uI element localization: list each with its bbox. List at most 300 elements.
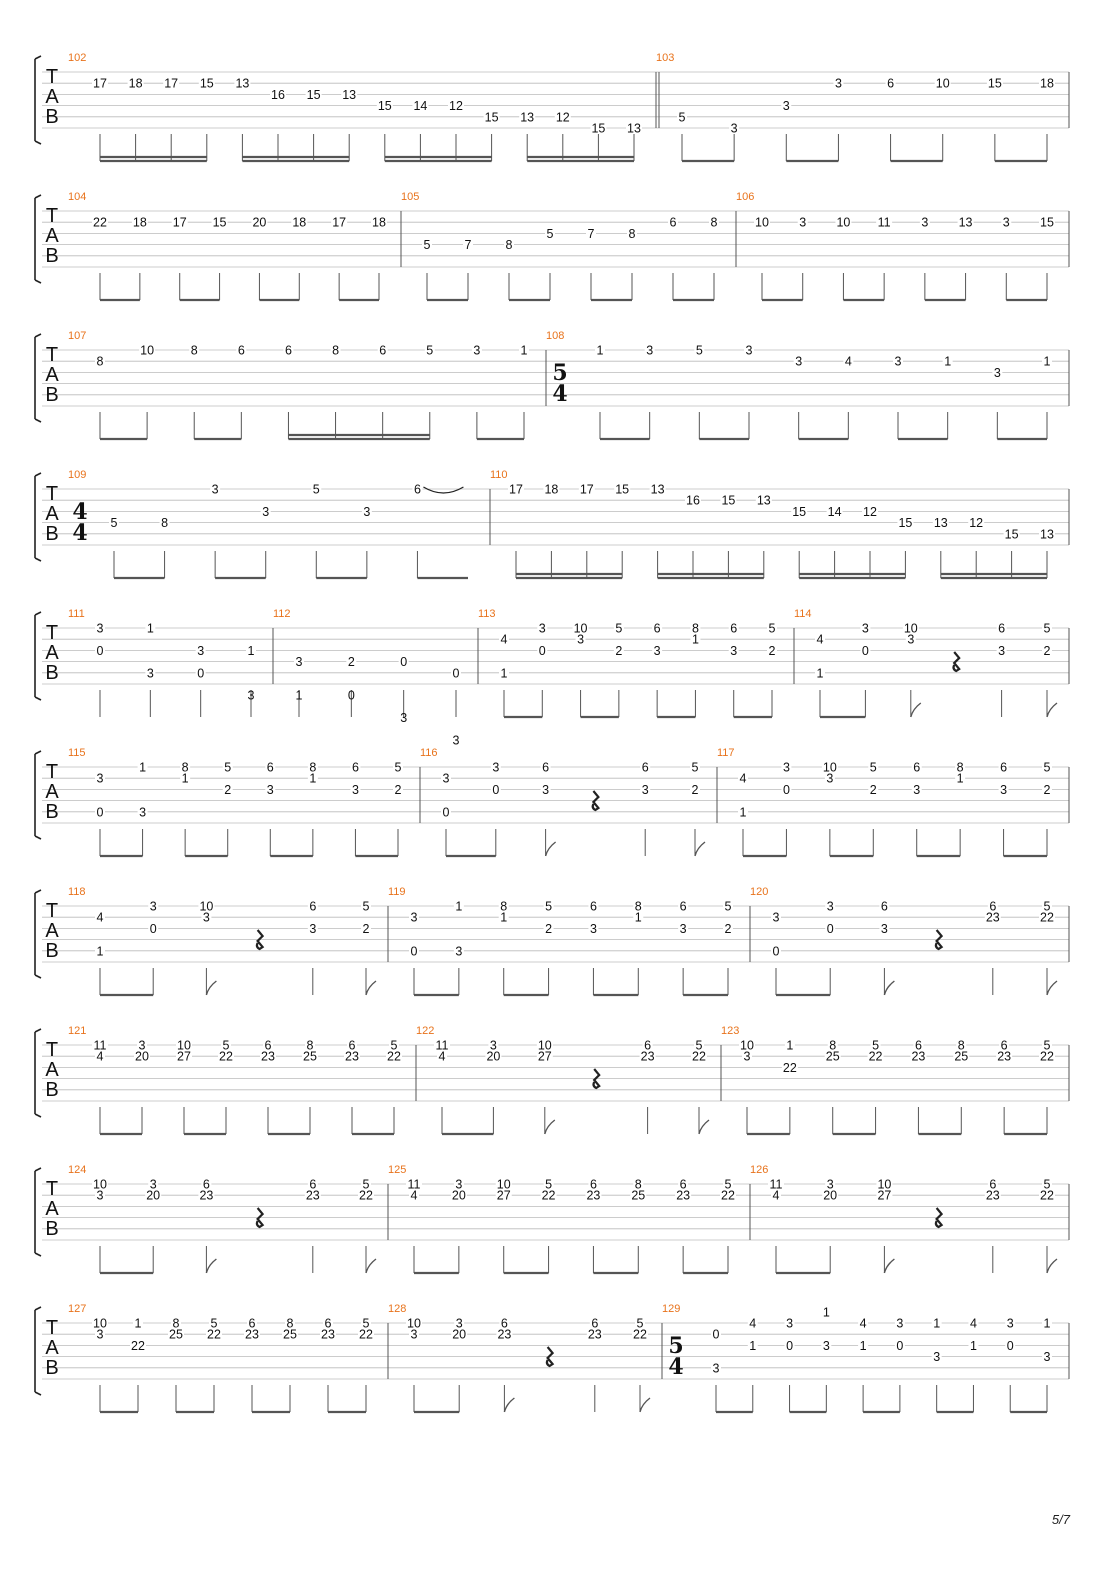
fret-number: 1 bbox=[596, 343, 604, 358]
fret-number: 4 bbox=[749, 1316, 757, 1331]
measure-number: 128 bbox=[388, 1303, 407, 1315]
fret-number: 10 bbox=[93, 1177, 107, 1192]
eighth-flag bbox=[366, 1259, 376, 1273]
tab-label-letter: A bbox=[45, 920, 59, 942]
fret-number: 6 bbox=[348, 1038, 356, 1053]
fret-number: 22 bbox=[207, 1327, 221, 1342]
measure-number: 119 bbox=[388, 886, 406, 898]
tab-label-letter: B bbox=[45, 106, 59, 128]
fret-number: 11 bbox=[407, 1177, 421, 1192]
measure-number: 108 bbox=[546, 330, 565, 342]
fret-number: 10 bbox=[407, 1316, 421, 1331]
fret-number: 12 bbox=[449, 99, 463, 114]
fret-number: 6 bbox=[989, 899, 997, 914]
tab-label-letter: A bbox=[45, 781, 59, 803]
fret-number: 8 bbox=[181, 760, 189, 775]
fret-number: 0 bbox=[782, 782, 790, 797]
fret-number: 6 bbox=[500, 1316, 508, 1331]
fret-number: 1 bbox=[944, 354, 952, 369]
fret-number: 4 bbox=[96, 910, 104, 925]
eighth-flag bbox=[545, 1120, 555, 1134]
fret-number: 17 bbox=[93, 76, 107, 91]
fret-number: 4 bbox=[969, 1316, 977, 1331]
fret-number: 22 bbox=[721, 1188, 735, 1203]
fret-number: 3 bbox=[146, 666, 154, 681]
fret-number: 4 bbox=[772, 1188, 780, 1203]
fret-number: 0 bbox=[452, 666, 460, 681]
fret-number: 22 bbox=[868, 1049, 883, 1064]
fret-number: 3 bbox=[139, 805, 147, 820]
fret-number: 10 bbox=[755, 215, 769, 230]
measure-number: 112 bbox=[273, 608, 291, 620]
tab-label-letter: A bbox=[45, 225, 59, 247]
fret-number: 3 bbox=[489, 1038, 497, 1053]
fret-number: 6 bbox=[880, 899, 888, 914]
fret-number: 3 bbox=[782, 760, 790, 775]
fret-number: 10 bbox=[836, 215, 851, 230]
measure-number: 120 bbox=[750, 886, 769, 898]
fret-number: 1 bbox=[1043, 1316, 1051, 1331]
measure-number: 103 bbox=[656, 52, 675, 64]
measure-number: 102 bbox=[68, 52, 87, 64]
fret-number: 1 bbox=[455, 899, 463, 914]
fret-number: 5 bbox=[695, 1038, 703, 1053]
system-bracket bbox=[35, 1168, 41, 1256]
tab-system bbox=[35, 195, 1069, 300]
fret-number: 23 bbox=[199, 1188, 214, 1203]
fret-number: 0 bbox=[826, 921, 834, 936]
fret-number: 3 bbox=[295, 655, 303, 670]
fret-number: 5 bbox=[222, 1038, 230, 1053]
fret-number: 0 bbox=[538, 643, 546, 658]
fret-number: 20 bbox=[823, 1188, 838, 1203]
fret-number: 8 bbox=[957, 1038, 965, 1053]
fret-number: 2 bbox=[224, 782, 232, 797]
fret-number: 6 bbox=[998, 621, 1006, 636]
fret-number: 8 bbox=[628, 226, 636, 241]
fret-number: 22 bbox=[1040, 1049, 1054, 1064]
fret-number: 3 bbox=[1043, 1350, 1051, 1365]
fret-number: 10 bbox=[573, 621, 588, 636]
fret-number: 11 bbox=[435, 1038, 449, 1053]
fret-number: 15 bbox=[615, 482, 630, 497]
fret-number: 22 bbox=[1040, 1188, 1054, 1203]
fret-number: 6 bbox=[679, 899, 687, 914]
eighth-flag bbox=[1047, 1259, 1057, 1273]
fret-number: 3 bbox=[492, 760, 500, 775]
fret-number: 5 bbox=[872, 1038, 880, 1053]
fret-number: 5 bbox=[224, 760, 232, 775]
fret-number: 10 bbox=[935, 76, 950, 91]
tab-label-letter: B bbox=[45, 1218, 59, 1240]
fret-number: 5 bbox=[390, 1038, 398, 1053]
fret-number: 3 bbox=[309, 921, 317, 936]
fret-number: 3 bbox=[202, 910, 210, 925]
fret-number: 5 bbox=[724, 1177, 732, 1192]
system-bracket bbox=[35, 473, 41, 561]
fret-number: 6 bbox=[248, 1316, 256, 1331]
fret-number: 10 bbox=[140, 343, 155, 358]
fret-number: 3 bbox=[795, 354, 803, 369]
fret-number: 23 bbox=[911, 1049, 926, 1064]
fret-number: 18 bbox=[128, 76, 143, 91]
measure-number: 104 bbox=[68, 191, 87, 203]
fret-number: 3 bbox=[712, 1361, 720, 1376]
fret-number: 13 bbox=[756, 493, 771, 508]
fret-number: 8 bbox=[634, 899, 642, 914]
fret-number: 8 bbox=[309, 760, 317, 775]
fret-number: 5 bbox=[1043, 621, 1051, 636]
fret-number: 1 bbox=[749, 1338, 757, 1353]
fret-number: 3 bbox=[455, 1177, 463, 1192]
fret-number: 3 bbox=[786, 1316, 794, 1331]
fret-number: 4 bbox=[844, 354, 852, 369]
fret-number: 1 bbox=[295, 688, 303, 703]
measure-number: 113 bbox=[478, 608, 496, 620]
fret-number: 13 bbox=[235, 76, 250, 91]
fret-number: 15 bbox=[1040, 215, 1054, 230]
fret-number: 8 bbox=[286, 1316, 294, 1331]
measure-number: 129 bbox=[662, 1303, 681, 1315]
tab-label-letter: T bbox=[45, 622, 59, 644]
fret-number: 3 bbox=[442, 771, 450, 786]
fret-number: 25 bbox=[631, 1188, 646, 1203]
fret-number: 6 bbox=[589, 1177, 597, 1192]
fret-number: 22 bbox=[387, 1049, 401, 1064]
fret-number: 20 bbox=[451, 1188, 466, 1203]
eighth-flag bbox=[366, 981, 376, 995]
measure-number: 110 bbox=[490, 469, 508, 481]
tab-label-letter: A bbox=[45, 1059, 59, 1081]
fret-number: 3 bbox=[641, 782, 649, 797]
fret-number: 0 bbox=[712, 1327, 720, 1342]
fret-number: 0 bbox=[410, 944, 418, 959]
fret-number: 3 bbox=[730, 643, 738, 658]
tab-label-letter: A bbox=[45, 503, 59, 525]
fret-number: 20 bbox=[135, 1049, 149, 1064]
fret-number: 8 bbox=[161, 516, 169, 531]
fret-number: 4 bbox=[96, 1049, 104, 1064]
fret-number: 3 bbox=[96, 621, 104, 636]
fret-number: 0 bbox=[197, 666, 205, 681]
fret-number: 5 bbox=[1043, 899, 1051, 914]
fret-number: 15 bbox=[591, 121, 606, 136]
fret-number: 6 bbox=[324, 1316, 332, 1331]
fret-number: 5 bbox=[423, 238, 431, 253]
fret-number: 6 bbox=[644, 1038, 652, 1053]
eighth-flag bbox=[640, 1398, 650, 1412]
time-signature-bottom: 4 bbox=[668, 1354, 684, 1380]
fret-number: 2 bbox=[869, 782, 877, 797]
tab-label-letter: T bbox=[45, 1039, 59, 1061]
fret-number: 18 bbox=[372, 215, 386, 230]
fret-number: 22 bbox=[782, 1060, 797, 1075]
fret-number: 3 bbox=[822, 1338, 830, 1353]
fret-number: 6 bbox=[914, 1038, 922, 1053]
measure-number: 116 bbox=[420, 747, 438, 759]
fret-number: 3 bbox=[1002, 215, 1010, 230]
measure-number: 121 bbox=[68, 1025, 87, 1037]
fret-number: 3 bbox=[880, 921, 888, 936]
fret-number: 15 bbox=[306, 87, 321, 102]
tab-label-letter: B bbox=[45, 384, 59, 406]
fret-number: 3 bbox=[894, 354, 902, 369]
fret-number: 2 bbox=[724, 921, 732, 936]
fret-number: 22 bbox=[692, 1049, 706, 1064]
fret-number: 6 bbox=[669, 215, 677, 230]
fret-number: 5 bbox=[1043, 1038, 1051, 1053]
fret-number: 3 bbox=[538, 621, 546, 636]
fret-number: 3 bbox=[266, 782, 274, 797]
fret-number: 20 bbox=[146, 1188, 161, 1203]
fret-number: 22 bbox=[541, 1188, 556, 1203]
fret-number: 5 bbox=[110, 516, 118, 531]
time-signature-bottom: 4 bbox=[72, 520, 88, 546]
fret-number: 8 bbox=[332, 343, 340, 358]
fret-number: 13 bbox=[342, 87, 357, 102]
tab-label-letter: T bbox=[45, 761, 59, 783]
fret-number: 2 bbox=[347, 655, 355, 670]
fret-number: 3 bbox=[473, 343, 481, 358]
eighth-flag bbox=[1047, 703, 1057, 717]
fret-number: 10 bbox=[877, 1177, 892, 1192]
fret-number: 2 bbox=[691, 782, 699, 797]
fret-number: 8 bbox=[505, 238, 513, 253]
fret-number: 5 bbox=[362, 1177, 370, 1192]
fret-number: 11 bbox=[93, 1038, 107, 1053]
measure-number: 109 bbox=[68, 469, 87, 481]
fret-number: 5 bbox=[724, 899, 732, 914]
fret-number: 13 bbox=[627, 121, 641, 136]
fret-number: 8 bbox=[634, 1177, 642, 1192]
fret-number: 23 bbox=[985, 910, 1000, 925]
fret-number: 10 bbox=[177, 1038, 191, 1053]
tab-label-letter: T bbox=[45, 1178, 59, 1200]
fret-number: 6 bbox=[413, 482, 421, 497]
fret-number: 3 bbox=[577, 632, 585, 647]
fret-number: 3 bbox=[1000, 782, 1008, 797]
fret-number: 6 bbox=[653, 621, 661, 636]
fret-number: 6 bbox=[989, 1177, 997, 1192]
fret-number: 3 bbox=[799, 215, 807, 230]
tab-label-letter: B bbox=[45, 523, 59, 545]
fret-number: 12 bbox=[969, 516, 984, 531]
fret-number: 15 bbox=[987, 76, 1002, 91]
fret-number: 3 bbox=[452, 733, 460, 748]
fret-number: 5 bbox=[362, 899, 370, 914]
tie-arc bbox=[423, 487, 463, 493]
fret-number: 2 bbox=[615, 643, 623, 658]
system-bracket bbox=[35, 334, 41, 422]
fret-number: 5 bbox=[691, 760, 699, 775]
fret-number: 3 bbox=[743, 1049, 751, 1064]
fret-number: 3 bbox=[351, 782, 359, 797]
fret-number: 14 bbox=[413, 99, 428, 114]
fret-number: 1 bbox=[139, 760, 147, 775]
fret-number: 6 bbox=[679, 1177, 687, 1192]
fret-number: 3 bbox=[138, 1038, 146, 1053]
fret-number: 5 bbox=[362, 1316, 370, 1331]
fret-number: 25 bbox=[283, 1327, 297, 1342]
fret-number: 3 bbox=[896, 1316, 904, 1331]
fret-number: 0 bbox=[861, 643, 869, 658]
fret-number: 0 bbox=[492, 782, 500, 797]
tab-label-letter: A bbox=[45, 86, 59, 108]
fret-number: 18 bbox=[1040, 76, 1054, 91]
tab-system bbox=[35, 1306, 1069, 1412]
eighth-flag bbox=[206, 981, 216, 995]
eighth-flag bbox=[206, 1259, 216, 1273]
fret-number: 1 bbox=[181, 771, 189, 786]
fret-number: 2 bbox=[1043, 782, 1051, 797]
fret-number: 5 bbox=[312, 482, 320, 497]
fret-number: 3 bbox=[782, 99, 790, 114]
fret-number: 3 bbox=[993, 365, 1001, 380]
fret-number: 0 bbox=[786, 1338, 794, 1353]
fret-number: 18 bbox=[132, 215, 147, 230]
fret-number: 13 bbox=[520, 110, 535, 125]
fret-number: 15 bbox=[199, 76, 214, 91]
fret-number: 3 bbox=[679, 921, 687, 936]
fret-number: 23 bbox=[497, 1327, 512, 1342]
fret-number: 8 bbox=[691, 621, 699, 636]
fret-number: 6 bbox=[591, 1316, 599, 1331]
fret-number: 10 bbox=[199, 899, 214, 914]
fret-number: 18 bbox=[544, 482, 559, 497]
fret-number: 3 bbox=[933, 1350, 941, 1365]
fret-number: 10 bbox=[496, 1177, 511, 1192]
fret-number: 0 bbox=[96, 805, 104, 820]
system-bracket bbox=[35, 195, 41, 283]
eighth-flag bbox=[546, 842, 556, 856]
measure-number: 126 bbox=[750, 1164, 769, 1176]
fret-number: 8 bbox=[956, 760, 964, 775]
measure-number: 118 bbox=[68, 886, 86, 898]
fret-number: 8 bbox=[96, 354, 104, 369]
fret-number: 22 bbox=[359, 1327, 373, 1342]
fret-number: 5 bbox=[869, 760, 877, 775]
fret-number: 11 bbox=[877, 215, 891, 230]
fret-number: 17 bbox=[164, 76, 179, 91]
fret-number: 10 bbox=[93, 1316, 107, 1331]
fret-number: 5 bbox=[426, 343, 434, 358]
fret-number: 8 bbox=[710, 215, 718, 230]
fret-number: 3 bbox=[834, 76, 842, 91]
fret-number: 8 bbox=[500, 899, 508, 914]
fret-number: 3 bbox=[1006, 1316, 1014, 1331]
fret-number: 22 bbox=[633, 1327, 647, 1342]
measure-number: 106 bbox=[736, 191, 755, 203]
fret-number: 3 bbox=[410, 1327, 418, 1342]
fret-number: 3 bbox=[646, 343, 654, 358]
fret-number: 17 bbox=[579, 482, 594, 497]
tab-label-letter: B bbox=[45, 801, 59, 823]
fret-number: 27 bbox=[496, 1188, 511, 1203]
fret-number: 0 bbox=[400, 655, 408, 670]
fret-number: 3 bbox=[826, 1177, 834, 1192]
fret-number: 6 bbox=[641, 760, 649, 775]
fret-number: 4 bbox=[859, 1316, 867, 1331]
fret-number: 27 bbox=[537, 1049, 552, 1064]
fret-number: 1 bbox=[500, 910, 508, 925]
tab-label-letter: T bbox=[45, 205, 59, 227]
fret-number: 6 bbox=[309, 899, 317, 914]
fret-number: 6 bbox=[589, 899, 597, 914]
fret-number: 1 bbox=[956, 771, 964, 786]
fret-number: 17 bbox=[332, 215, 347, 230]
measure-number: 117 bbox=[717, 747, 735, 759]
fret-number: 22 bbox=[131, 1338, 145, 1353]
fret-number: 25 bbox=[303, 1049, 317, 1064]
fret-number: 6 bbox=[730, 621, 738, 636]
fret-number: 5 bbox=[1043, 760, 1051, 775]
time-signature-top: 5 bbox=[668, 1333, 684, 1359]
eighth-flag bbox=[504, 1398, 514, 1412]
fret-number: 3 bbox=[730, 121, 738, 136]
time-signature-top: 5 bbox=[552, 360, 568, 386]
fret-number: 5 bbox=[615, 621, 623, 636]
fret-number: 1 bbox=[134, 1316, 142, 1331]
fret-number: 4 bbox=[739, 771, 747, 786]
system-bracket bbox=[35, 56, 41, 144]
fret-number: 13 bbox=[933, 516, 948, 531]
tab-label-letter: T bbox=[45, 344, 59, 366]
measure-number: 124 bbox=[68, 1164, 87, 1176]
fret-number: 0 bbox=[896, 1338, 904, 1353]
fret-number: 3 bbox=[826, 771, 834, 786]
fret-number: 23 bbox=[587, 1327, 602, 1342]
fret-number: 5 bbox=[545, 899, 553, 914]
fret-number: 4 bbox=[816, 632, 824, 647]
tab-label-letter: T bbox=[45, 483, 59, 505]
fret-number: 14 bbox=[827, 504, 842, 519]
fret-number: 6 bbox=[202, 1177, 210, 1192]
tab-label-letter: B bbox=[45, 245, 59, 267]
fret-number: 5 bbox=[394, 760, 402, 775]
fret-number: 4 bbox=[500, 632, 508, 647]
fret-number: 6 bbox=[887, 76, 895, 91]
fret-number: 2 bbox=[545, 921, 553, 936]
fret-number: 6 bbox=[351, 760, 359, 775]
fret-number: 27 bbox=[177, 1049, 191, 1064]
fret-number: 3 bbox=[772, 910, 780, 925]
fret-number: 20 bbox=[452, 1327, 467, 1342]
fret-number: 6 bbox=[309, 1177, 317, 1192]
measure-number: 125 bbox=[388, 1164, 407, 1176]
system-bracket bbox=[35, 751, 41, 839]
fret-number: 0 bbox=[96, 643, 104, 658]
fret-number: 3 bbox=[913, 782, 921, 797]
fret-number: 23 bbox=[640, 1049, 655, 1064]
fret-number: 5 bbox=[636, 1316, 644, 1331]
fret-number: 20 bbox=[252, 215, 267, 230]
fret-number: 6 bbox=[542, 760, 550, 775]
time-signature-top: 4 bbox=[72, 499, 88, 525]
tab-label-letter: T bbox=[45, 900, 59, 922]
eighth-flag bbox=[699, 1120, 709, 1134]
fret-number: 3 bbox=[826, 899, 834, 914]
fret-number: 10 bbox=[740, 1038, 754, 1053]
fret-number: 17 bbox=[172, 215, 187, 230]
fret-number: 11 bbox=[769, 1177, 783, 1192]
fret-number: 1 bbox=[247, 643, 255, 658]
fret-number: 12 bbox=[863, 504, 877, 519]
measure-number: 111 bbox=[68, 608, 85, 620]
fret-number: 25 bbox=[954, 1049, 969, 1064]
fret-number: 6 bbox=[1000, 760, 1008, 775]
fret-number: 6 bbox=[913, 760, 921, 775]
measure-number: 115 bbox=[68, 747, 86, 759]
